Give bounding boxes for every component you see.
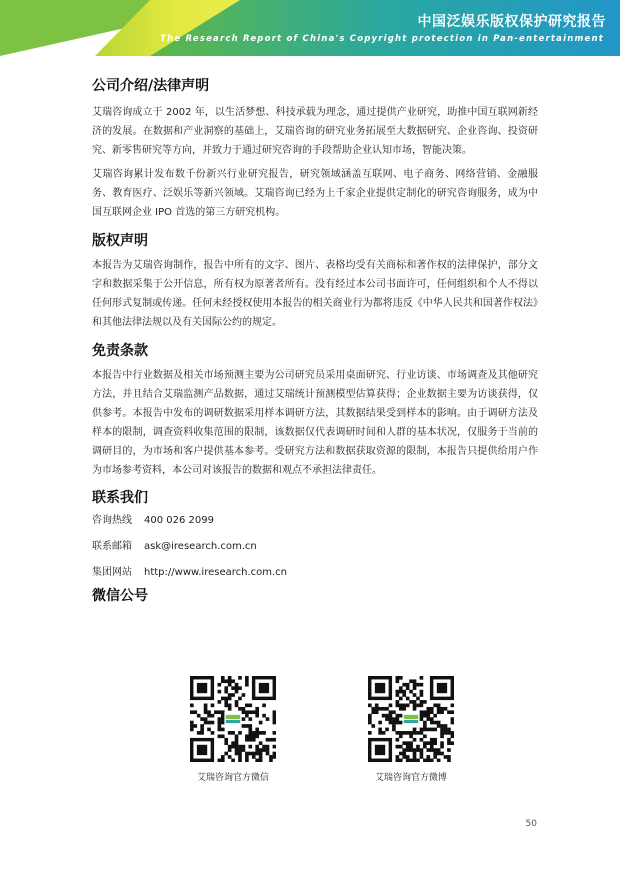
qr-weibo-caption: 艾瑞咨询官方微博: [374, 773, 447, 783]
qr-code-weibo-icon: [368, 676, 454, 762]
site-label: 集团网站: [92, 567, 132, 578]
section-title-contact: 联系我们: [92, 490, 148, 506]
report-title: 中国泛娱乐版权保护研究报告: [417, 14, 606, 30]
email-link[interactable]: ask@iresearch.com.cn: [144, 541, 257, 552]
contact-email-row: [92, 534, 538, 560]
company-paragraph-2: 艾瑞咨询累计发布数千份新兴行业研究报告，研究领域涵盖互联网、电子商务、网络营销、金融服务、教育医疗、泛娱乐等新兴领域。艾瑞咨询已经为上千家企业提供定制化的研究咨询服务，成为中国互联网企业 IPO 首选的第三方研究机构。: [92, 169, 538, 218]
section-title-wechat: 微信公号: [92, 588, 148, 604]
section-title-copyright: 版权声明: [92, 233, 148, 249]
site-link[interactable]: http://www.iresearch.com.cn: [144, 567, 288, 578]
email-label: 联系邮箱: [92, 541, 132, 552]
qr-wechat-caption: 艾瑞咨询官方微信: [196, 773, 269, 783]
page-number: 50: [525, 819, 537, 829]
disclaimer-paragraph: 本报告中行业数据及相关市场预测主要为公司研究员采用桌面研究、行业访谈、市场调查及其他研究方法，并且结合艾瑞监测产品数据，通过艾瑞统计预测模型估算获得；企业数据主要为访谈获得，仅供参考。本报告中发布的调研数据采用样本调研方法，其数据结果受到样本的影响。由于调研方法及样本的限制，调查资料收集范围的限制，该数据仅代表调研时间和人群的基本状况，仅服务于当前的调研目的，为市场和客户提供基本参考。受研究方法和数据获取资源的限制，本报告只提供给用户作为市场参考资料，本公司对该报告的数据和观点不承担法律责任。: [92, 370, 538, 476]
page-header: [0, 0, 620, 56]
contact-hotline-row: [92, 508, 538, 534]
contact-site-row: [92, 560, 538, 586]
hotline-value: 400 026 2099: [144, 515, 214, 526]
page-content: [92, 76, 538, 606]
hotline-label: 咨询热线: [92, 515, 132, 526]
copyright-paragraph: 本报告为艾瑞咨询制作，报告中所有的文字、图片、表格均受有关商标和著作权的法律保护，部分文字和数据采集于公开信息，所有权为原著者所有。没有经过本公司书面许可，任何组织和个人不得以任何形式复制或传递。任何未经授权使用本报告的相关商业行为都将违反《中华人民共和国著作权法》和其他法律法规以及有关国际公约的规定。: [92, 260, 538, 328]
company-paragraph-1: 艾瑞咨询成立于 2002 年，以生活梦想、科技承载为理念，通过提供产业研究，助推中国互联网新经济的发展。在数据和产业洞察的基础上，艾瑞咨询的研究业务拓展至大数据研究、企业咨询、投资研究、新零售研究等方向，并致力于通过研究咨询的手段帮助企业认知市场，智能决策。: [92, 107, 538, 156]
qr-code-wechat-icon: [190, 676, 276, 762]
qr-wechat: [168, 676, 298, 783]
section-title-disclaimer: 免责条款: [92, 343, 148, 359]
report-subtitle: The Research Report of China's Copyright protection in Pan-entertainment: [160, 34, 604, 44]
qr-weibo: [346, 676, 476, 783]
section-title-company: 公司介绍/法律声明: [92, 78, 210, 94]
